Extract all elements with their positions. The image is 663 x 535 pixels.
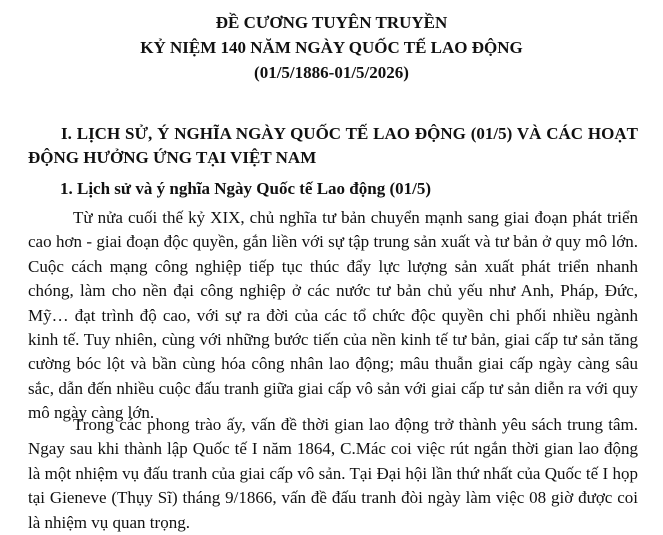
- title-line-1: ĐỀ CƯƠNG TUYÊN TRUYỀN: [215, 13, 448, 32]
- document-title: [0, 0, 663, 85]
- paragraph-2: Trong các phong trào ấy, vấn đề thời gian lao động trở thành yêu sách trung tâm. Ngay sau khi thành lập Quốc tế I năm 1864, C.Mác coi việc rút ngắn thời gian lao động là một nhiệm vụ đấu tranh của giai cấp vô sản. Tại Đại hội lần thứ nhất của Quốc tế I họp tại Gieneve (Thụy Sĩ) tháng 9/1866, vấn đề đấu tranh đòi ngày làm việc 08 giờ được coi là nhiệm vụ quan trọng.: [28, 415, 638, 532]
- title-line-2: KỶ NIỆM 140 NĂM NGÀY QUỐC TẾ LAO ĐỘNG: [140, 38, 523, 57]
- section-heading: I. LỊCH SỬ, Ý NGHĨA NGÀY QUỐC TẾ LAO ĐỘNG (01/5) VÀ CÁC HOẠT ĐỘNG HƯỞNG ỨNG TẠI VIỆT NAM: [28, 124, 638, 167]
- paragraph-1: Từ nửa cuối thế kỷ XIX, chủ nghĩa tư bản chuyển mạnh sang giai đoạn phát triển cao hơn - giai đoạn độc quyền, gắn liền với sự tập trung sản xuất và tư bản ở quy mô lớn. Cuộc cách mạng công nghiệp tiếp tục thúc đẩy lực lượng sản xuất phát triển nhanh chóng, làm cho nền đại công nghiệp ở các nước tư bản chủ yếu như Anh, Pháp, Đức, Mỹ… đạt trình độ cao, với sự ra đời của các tổ chức độc quyền chi phối nhiều ngành kinh tế. Tuy nhiên, cùng với những bước tiến của nền kinh tế tư bản, giai cấp tư sản tăng cường bóc lột và bần cùng hóa công nhân lao động; mâu thuẫn giai cấp ngày càng sâu sắc, dẫn đến nhiều cuộc đấu tranh giữa giai cấp vô sản với giai cấp tư sản diễn ra với quy mô ngày càng lớn.: [28, 208, 638, 423]
- sub-heading: 1. Lịch sử và ý nghĩa Ngày Quốc tế Lao động (01/5): [60, 179, 432, 198]
- title-line-3: (01/5/1886-01/5/2026): [254, 63, 409, 82]
